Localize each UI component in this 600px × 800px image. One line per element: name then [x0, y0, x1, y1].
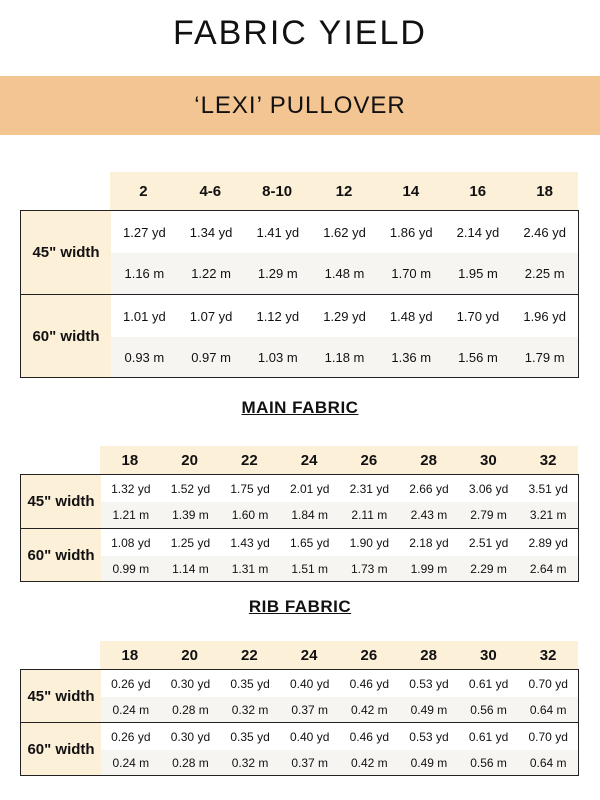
yield-cell: 0.46 yd: [349, 676, 389, 691]
yield-cell: 0.70 yd: [528, 729, 568, 744]
yield-cell: 1.70 yd: [456, 308, 500, 324]
yield-cell: 2.01 yd: [290, 481, 330, 496]
meter-row: [111, 253, 578, 294]
yield-cell: 0.61 yd: [468, 729, 509, 744]
yard-row: [111, 295, 578, 337]
size-header: 32: [539, 451, 557, 469]
yield-cell: 1.29 m: [257, 266, 298, 281]
yield-cell: 3.21 m: [529, 508, 567, 522]
yield-cell: 0.40 yd: [290, 729, 330, 744]
yield-cell: 1.32 yd: [111, 481, 151, 496]
yield-cell: 1.07 yd: [189, 308, 233, 324]
size-header: 20: [181, 451, 198, 469]
row-label: 60" width: [21, 295, 111, 377]
yard-row: [111, 211, 578, 253]
yield-cell: 3.06 yd: [468, 481, 509, 496]
yield-cell: 1.08 yd: [111, 535, 151, 550]
yield-cell: 0.32 m: [231, 755, 269, 770]
yield-cell: 0.61 yd: [468, 676, 509, 691]
yield-cell: 1.03 m: [257, 349, 298, 365]
yield-cell: 0.28 m: [172, 755, 209, 770]
yield-cell: 1.84 m: [291, 508, 329, 522]
yield-cell: 1.65 yd: [290, 535, 330, 550]
size-header-row: [100, 446, 578, 474]
page-title: FABRIC YIELD: [173, 14, 427, 52]
yield-cell: 0.49 m: [410, 702, 448, 717]
yield-cell: 2.25 m: [524, 266, 565, 281]
size-header-row: [100, 641, 578, 669]
yield-cell: 1.62 yd: [323, 224, 366, 240]
size-header: 18: [536, 182, 553, 200]
yield-cell: 1.25 yd: [170, 535, 211, 550]
size-header: 30: [480, 451, 497, 469]
yield-cell: 0.49 m: [410, 755, 448, 770]
row-label: 45" width: [21, 475, 101, 528]
yield-cell: 0.24 m: [112, 702, 150, 717]
size-header: 32: [539, 646, 557, 664]
size-header: 26: [360, 646, 378, 664]
yield-cell: 2.18 yd: [409, 535, 449, 550]
size-header: 18: [121, 451, 139, 469]
yield-cell: 0.37 m: [291, 755, 329, 770]
yield-cell: 2.79 m: [470, 508, 507, 522]
yield-cell: 0.30 yd: [170, 676, 211, 691]
yield-cell: 0.42 m: [350, 755, 388, 770]
yield-cell: 2.14 yd: [456, 224, 500, 240]
yield-cell: 0.24 m: [112, 755, 150, 770]
size-header: 8-10: [262, 182, 293, 200]
yield-cell: 2.51 yd: [468, 535, 509, 550]
yield-cell: 1.34 yd: [189, 224, 233, 240]
yield-cell: 2.66 yd: [409, 481, 449, 496]
yield-cell: 1.41 yd: [256, 224, 300, 240]
yield-cell: 2.89 yd: [528, 535, 568, 550]
width-group-45: [20, 669, 579, 723]
meter-row: [101, 697, 578, 722]
size-header: 4-6: [199, 182, 222, 200]
yield-cell: 2.31 yd: [349, 481, 389, 496]
yield-cell: 1.39 m: [172, 508, 209, 522]
yield-cell: 0.56 m: [470, 702, 507, 717]
yield-cell: 0.64 m: [529, 755, 567, 770]
yield-cell: 1.73 m: [350, 561, 388, 576]
width-group-45: [20, 474, 579, 529]
yield-cell: 1.12 yd: [256, 308, 300, 324]
yield-cell: 1.43 yd: [230, 535, 270, 550]
yield-cell: 2.29 m: [470, 561, 507, 576]
yield-cell: 0.42 m: [350, 702, 388, 717]
yield-cell: 0.26 yd: [111, 729, 151, 744]
row-label: 60" width: [21, 723, 101, 775]
size-header: 12: [335, 182, 353, 200]
yield-cell: 0.32 m: [231, 702, 269, 717]
yard-row: [101, 670, 578, 697]
size-header-row: [110, 172, 578, 210]
yield-cell: 0.64 m: [529, 702, 567, 717]
pattern-name-banner: [0, 76, 600, 135]
yield-cell: 1.48 yd: [389, 308, 433, 324]
size-header: 20: [181, 646, 198, 664]
yield-cell: 1.21 m: [112, 508, 150, 522]
yield-cell: 1.14 m: [172, 561, 209, 576]
yield-cell: 1.56 m: [458, 349, 498, 365]
yield-cell: 1.52 yd: [170, 481, 211, 496]
yield-cell: 1.27 yd: [123, 224, 166, 240]
yield-cell: 1.75 yd: [230, 481, 270, 496]
section-heading-main-fabric: MAIN FABRIC: [241, 398, 359, 417]
size-header: 22: [241, 646, 258, 664]
meter-row: [101, 556, 578, 581]
size-header: 28: [420, 646, 437, 664]
width-group-45: [20, 210, 579, 295]
yield-cell: 0.28 m: [172, 702, 209, 717]
pattern-name: ‘LEXI’ PULLOVER: [194, 91, 406, 119]
yard-row: [101, 723, 578, 750]
meter-row: [101, 502, 578, 528]
yield-cell: 1.01 yd: [123, 308, 166, 324]
yield-cell: 1.16 m: [124, 266, 165, 281]
yield-cell: 0.56 m: [470, 755, 507, 770]
yield-cell: 1.31 m: [231, 561, 269, 576]
row-label: 60" width: [21, 529, 101, 581]
yield-cell: 1.96 yd: [523, 308, 566, 324]
yield-cell: 1.60 m: [231, 508, 269, 522]
meter-row: [101, 750, 578, 775]
yield-cell: 1.99 m: [410, 561, 448, 576]
yield-cell: 1.79 m: [524, 349, 565, 365]
size-header: 26: [360, 451, 378, 469]
yield-cell: 2.46 yd: [523, 224, 566, 240]
yield-cell: 1.18 m: [324, 349, 365, 365]
yield-cell: 3.51 yd: [528, 481, 568, 496]
yield-cell: 1.86 yd: [389, 224, 433, 240]
size-header: 24: [300, 451, 318, 469]
size-header: 30: [480, 646, 497, 664]
yield-cell: 1.51 m: [291, 561, 329, 576]
row-label: 45" width: [21, 211, 111, 294]
yield-cell: 0.40 yd: [290, 676, 330, 691]
yield-cell: 2.43 m: [410, 508, 448, 522]
width-group-60: [20, 722, 579, 776]
size-header: 14: [402, 182, 420, 200]
yield-cell: 0.35 yd: [230, 729, 270, 744]
section-heading-rib-fabric: RIB FABRIC: [248, 597, 352, 616]
yield-cell: 1.95 m: [458, 266, 498, 281]
yield-cell: 0.70 yd: [528, 676, 568, 691]
row-label: 45" width: [21, 670, 101, 722]
yield-cell: 0.37 m: [291, 702, 329, 717]
yield-cell: 1.48 m: [324, 266, 365, 281]
size-header: 22: [241, 451, 258, 469]
size-header: 24: [300, 646, 318, 664]
yield-cell: 0.53 yd: [409, 729, 449, 744]
size-header: 28: [420, 451, 437, 469]
width-group-60: [20, 294, 579, 378]
yield-cell: 2.64 m: [529, 561, 567, 576]
yard-row: [101, 529, 578, 556]
yield-cell: 2.11 m: [351, 508, 388, 522]
yield-cell: 0.97 m: [191, 349, 231, 365]
width-group-60: [20, 528, 579, 582]
yield-cell: 1.90 yd: [349, 535, 389, 550]
yield-cell: 0.53 yd: [409, 676, 449, 691]
yield-cell: 0.46 yd: [349, 729, 389, 744]
yield-cell: 1.36 m: [391, 349, 432, 365]
size-header: 16: [469, 182, 487, 200]
yield-cell: 1.70 m: [391, 266, 432, 281]
yield-cell: 0.30 yd: [170, 729, 211, 744]
yield-cell: 0.93 m: [124, 349, 165, 365]
yield-cell: 0.26 yd: [111, 676, 151, 691]
yield-cell: 1.22 m: [191, 266, 231, 281]
meter-row: [111, 337, 578, 377]
yield-cell: 0.99 m: [112, 561, 150, 576]
yield-cell: 0.35 yd: [230, 676, 270, 691]
size-header: 2: [139, 182, 148, 200]
yard-row: [101, 475, 578, 502]
yield-cell: 1.29 yd: [323, 308, 366, 324]
size-header: 18: [121, 646, 139, 664]
